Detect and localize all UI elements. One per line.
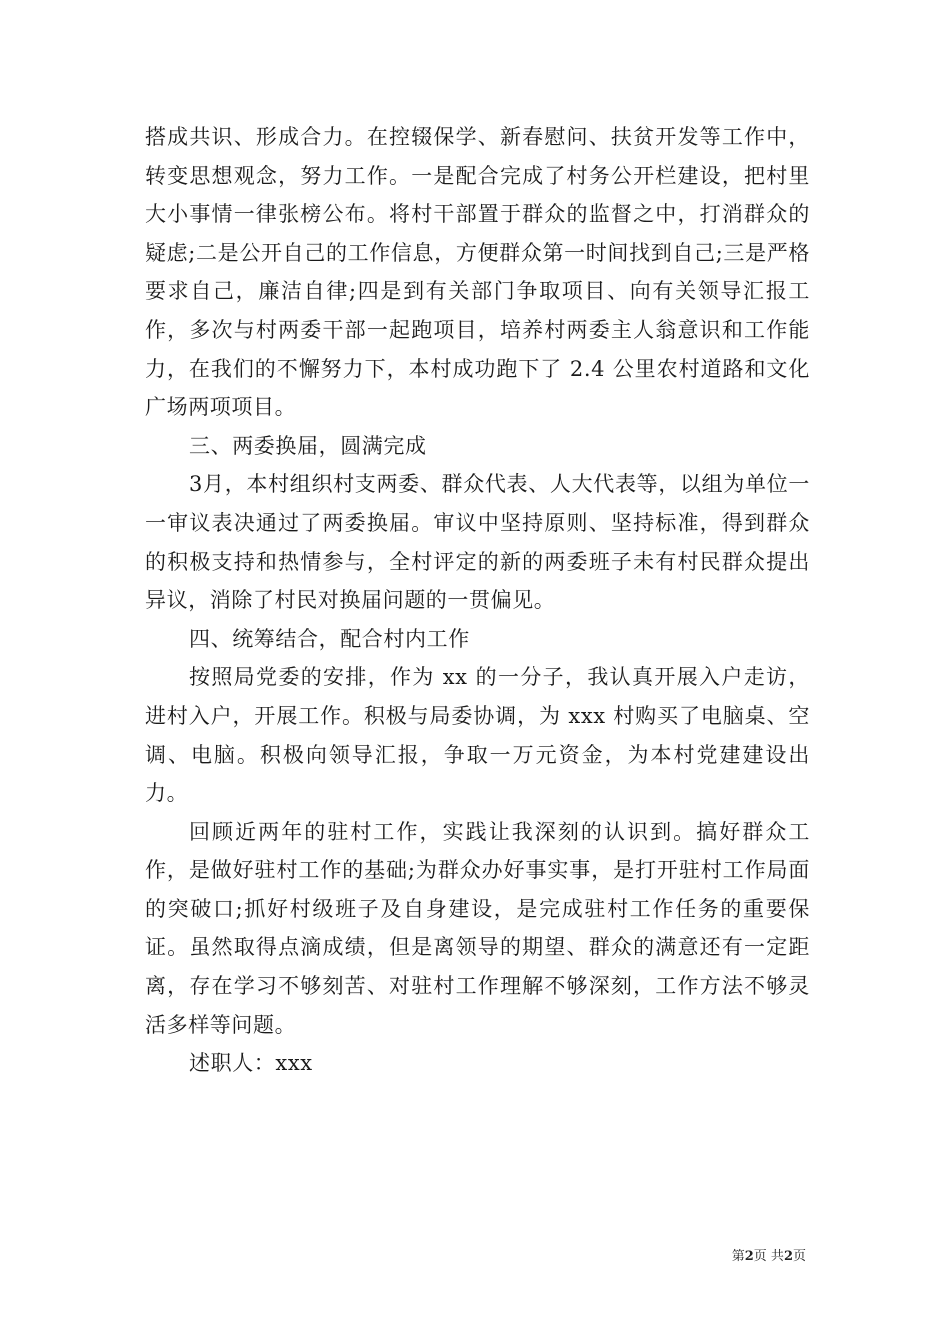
footer-current-page: 2 <box>744 1249 754 1264</box>
footer-prefix: 第 <box>731 1249 745 1264</box>
paragraph-continuation: 搭成共识、形成合力。在控辍保学、新春慰问、扶贫开发等工作中，转变思想观念，努力工作。一是配合完成了村务公开栏建设，把村里大小事情一律张榜公布。将村干部置于群众的监督之中，打消群众的疑虑;二是公开自己的工作信息，方便群众第一时间找到自己;三是严格要求自己，廉洁自律;四是到有关部门争取项目、向有关领导汇报工作，多次与村两委干部一起跑项目，培养村两委主人翁意识和工作能力，在我们的不懈努力下，本村成功跑下了 2.4 公里农村道路和文化广场两项项目。 <box>145 125 810 420</box>
paragraph-election: 3月，本村组织村支两委、群众代表、人大代表等，以组为单位一一审议表决通过了两委换届。审议中坚持原则、坚持标准，得到群众的积极支持和热情参与，全村评定的新的两委班子未有村民群众提出异议，消除了村民对换届问题的一贯偏见。 <box>145 472 810 613</box>
section-heading-three: 三、两委换届，圆满完成 <box>189 433 427 458</box>
footer-suffix: 页 <box>792 1249 806 1264</box>
page-number-footer <box>732 1245 806 1264</box>
document-body <box>145 118 810 1083</box>
paragraph-village-work: 按照局党委的安排，作为 xx 的一分子，我认真开展入户走访，进村入户，开展工作。积极与局委协调，为 xxx 村购买了电脑桌、空调、电脑。积极向领导汇报，争取一万元资金，为本村党建建设出力。 <box>145 665 810 806</box>
footer-middle: 页 共 <box>753 1249 784 1264</box>
paragraph-review: 回顾近两年的驻村工作，实践让我深刻的认识到。搞好群众工作，是做好驻村工作的基础;为群众办好事实事，是打开驻村工作局面的突破口;抓好村级班子及自身建设，是完成驻村工作任务的重要保证。虽然取得点滴成绩，但是离领导的期望、群众的满意还有一定距离，存在学习不够刻苦、对驻村工作理解不够深刻，工作方法不够灵活多样等问题。 <box>145 819 810 1037</box>
signature-line: 述职人：xxx <box>189 1051 313 1076</box>
footer-total-pages: 2 <box>783 1249 793 1264</box>
section-heading-four: 四、统筹结合，配合村内工作 <box>189 626 470 651</box>
